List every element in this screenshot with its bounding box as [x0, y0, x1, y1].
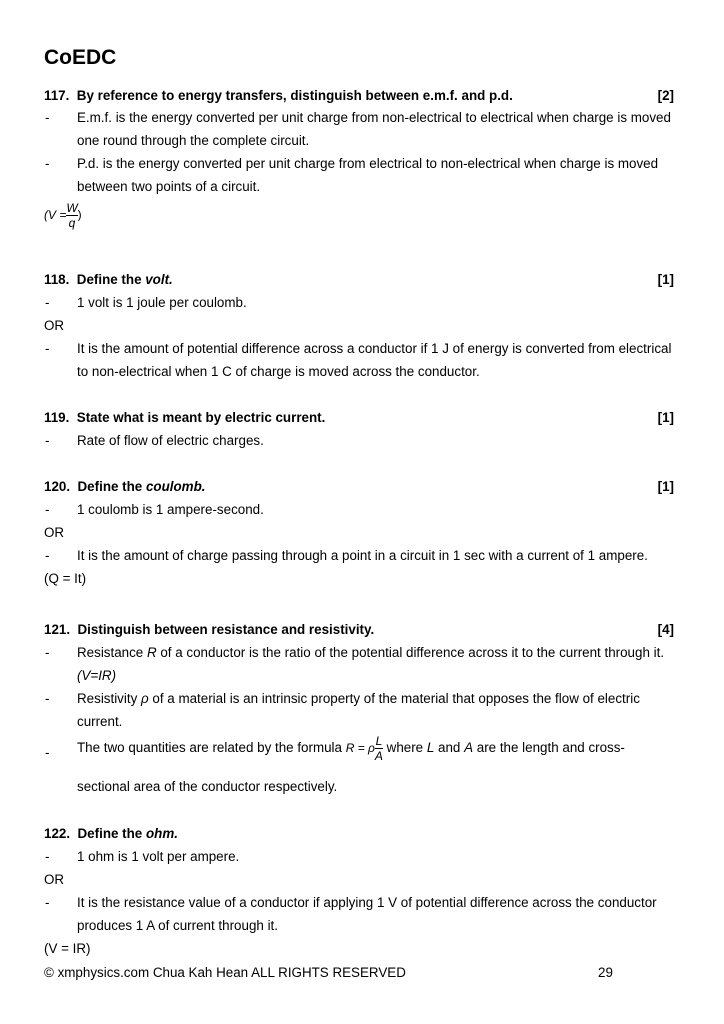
formula-v-w-q — [44, 202, 82, 229]
question-118 — [44, 272, 173, 287]
variable-a: A — [464, 740, 474, 756]
footer-copyright: © xmphysics.com Chua Kah Hean ALL RIGHTS RESERVED — [44, 965, 406, 980]
answer-line: 1 coulomb is 1 ampere-second. — [77, 502, 264, 517]
text-segment: of a material is an intrinsic property of the material that opposes the flow of electric — [148, 691, 640, 706]
bullet-dash: - — [45, 548, 50, 563]
answer-line: E.m.f. is the energy converted per unit charge from non-electrical to electrical when charge is moved — [77, 110, 671, 125]
question-text-italic: volt. — [145, 272, 173, 287]
or-label: OR — [44, 872, 65, 887]
answer-line: 1 volt is 1 joule per coulomb. — [77, 295, 247, 310]
bullet-dash: - — [45, 895, 50, 910]
marks: [1] — [657, 272, 674, 287]
question-text-italic: ohm. — [145, 826, 178, 841]
answer-line: It is the resistance value of a conductor if applying 1 V of potential difference across the conductor — [77, 895, 657, 910]
answer-line: to non-electrical when 1 C of charge is moved across the conductor. — [77, 364, 480, 379]
formula-q-it: (Q = It) — [44, 571, 87, 586]
bullet-dash: - — [45, 341, 50, 356]
question-121 — [44, 622, 374, 637]
answer-line: P.d. is the energy converted per unit charge from electrical to non-electrical when charge is moved — [77, 156, 659, 171]
text-segment: are the length and cross- — [473, 740, 625, 756]
question-text: By reference to energy transfers, distinguish between e.m.f. and p.d. — [76, 88, 513, 103]
formula-r-rho: R = ρ — [345, 741, 375, 756]
answer-line: sectional area of the conductor respectively. — [77, 779, 338, 794]
question-number: 119. — [44, 410, 70, 425]
marks: [1] — [657, 410, 674, 425]
question-text: Define the — [77, 826, 146, 841]
bullet-dash: - — [45, 295, 50, 310]
variable-r: R — [146, 645, 157, 660]
answer-line: Rate of flow of electric charges. — [77, 433, 264, 448]
question-text: Distinguish between resistance and resistivity. — [77, 622, 375, 637]
variable-rho: ρ — [141, 691, 149, 706]
answer-line — [77, 645, 664, 660]
question-text: Define the — [76, 272, 146, 287]
text-segment: The two quantities are related by the formula — [77, 740, 346, 756]
text-segment: Resistance — [77, 645, 147, 660]
question-number: 118. — [44, 272, 70, 287]
bullet-dash: - — [45, 645, 50, 660]
page-number: 29 — [598, 965, 613, 980]
question-text: Define the — [77, 479, 146, 494]
answer-line: 1 ohm is 1 volt per ampere. — [77, 849, 240, 864]
answer-line: It is the amount of potential difference across a conductor if 1 J of energy is converted from electrical — [77, 341, 672, 356]
text-segment: of a conductor is the ratio of the potential difference across it to the current through it. — [156, 645, 665, 660]
formula-denominator: q — [68, 216, 76, 230]
answer-line — [77, 691, 640, 706]
text-segment: and — [434, 740, 465, 756]
question-number: 122. — [44, 826, 71, 841]
marks: [2] — [657, 88, 674, 103]
or-label: OR — [44, 318, 65, 333]
question-122 — [44, 826, 178, 841]
or-label: OR — [44, 525, 65, 540]
page-title: CoEDC — [44, 46, 117, 69]
marks: [1] — [657, 479, 674, 494]
question-119 — [44, 410, 325, 425]
answer-line: produces 1 A of current through it. — [77, 918, 278, 933]
formula-numerator: W — [66, 201, 78, 215]
bullet-dash: - — [45, 691, 50, 706]
question-text: State what is meant by electric current. — [76, 410, 326, 425]
bullet-dash: - — [45, 745, 50, 760]
text-segment: where — [382, 740, 427, 756]
formula-v-ir: (V = IR) — [44, 941, 91, 956]
bullet-dash: - — [45, 502, 50, 517]
bullet-dash: - — [45, 849, 50, 864]
question-117 — [44, 88, 513, 103]
answer-line — [77, 735, 625, 762]
text-segment: Resistivity — [77, 691, 141, 706]
formula-open: (V = — [44, 207, 67, 222]
answer-line: one round through the complete circuit. — [77, 133, 310, 148]
marks: [4] — [657, 622, 674, 637]
variable-l: L — [426, 740, 435, 756]
formula-close: ) — [77, 207, 82, 222]
bullet-dash: - — [45, 110, 50, 125]
formula-denominator: A — [374, 749, 383, 763]
formula-v-ir: (V=IR) — [77, 668, 117, 683]
question-120 — [44, 479, 205, 494]
bullet-dash: - — [45, 156, 50, 171]
answer-line: It is the amount of charge passing through a point in a circuit in 1 sec with a current of 1 ampere. — [77, 548, 648, 563]
answer-line: between two points of a circuit. — [77, 179, 261, 194]
answer-line: current. — [77, 714, 123, 729]
question-number: 120. — [44, 479, 71, 494]
question-number: 121. — [44, 622, 71, 637]
bullet-dash: - — [45, 433, 50, 448]
question-number: 117. — [44, 88, 70, 103]
question-text-italic: coulomb. — [145, 479, 206, 494]
formula-numerator: L — [375, 734, 383, 748]
